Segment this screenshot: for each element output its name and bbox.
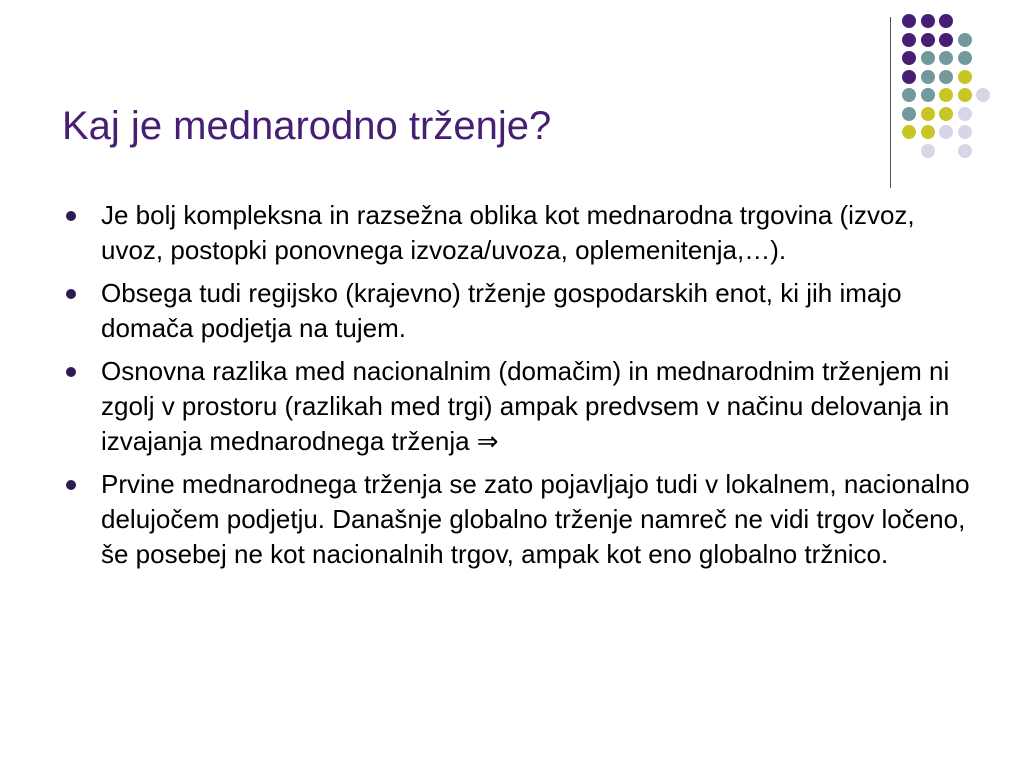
teal-dot — [921, 70, 935, 84]
decorative-dot-grid — [902, 14, 1012, 164]
teal-dot — [939, 70, 953, 84]
purple-dot — [921, 33, 935, 47]
lavender-dot — [958, 125, 972, 139]
purple-dot — [921, 14, 935, 28]
teal-dot — [939, 51, 953, 65]
lavender-dot — [958, 107, 972, 121]
teal-dot — [902, 88, 916, 102]
lavender-dot — [939, 125, 953, 139]
teal-dot — [921, 88, 935, 102]
bullet-text: Obsega tudi regijsko (krajevno) trženje gospodarskih enot, ki jih imajo domača podjetja na tujem. — [101, 278, 902, 343]
lavender-dot — [958, 144, 972, 158]
lavender-dot — [976, 88, 990, 102]
yellow-dot — [939, 88, 953, 102]
bullet-marker-icon — [66, 367, 76, 377]
bullet-text: Osnovna razlika med nacionalnim (domačim) in mednarodnim trženjem ni zgolj v prostoru (razlikah med trgi) ampak predvsem v načinu delovanja in izvajanja mednarodnega trženja ⇒ — [101, 356, 950, 456]
yellow-dot — [958, 88, 972, 102]
teal-dot — [958, 33, 972, 47]
lavender-dot — [921, 144, 935, 158]
bullet-item — [62, 276, 982, 346]
purple-dot — [939, 14, 953, 28]
yellow-dot — [902, 125, 916, 139]
bullet-item — [62, 198, 982, 268]
teal-dot — [958, 51, 972, 65]
bullet-text: Prvine mednarodnega trženja se zato pojavljajo tudi v lokalnem, nacionalno delujočem podjetju. Današnje globalno trženje namreč ne vidi trgov ločeno, še posebej ne kot nacionalnih trgov, ampak kot eno globalno tržnico. — [101, 469, 970, 569]
vertical-divider — [890, 17, 891, 188]
bullet-text: Je bolj kompleksna in razsežna oblika kot mednarodna trgovina (izvoz, uvoz, postopki ponovnega izvoza/uvoza, oplemenitenja,…). — [101, 200, 915, 265]
teal-dot — [921, 51, 935, 65]
bullet-list — [62, 198, 982, 580]
yellow-dot — [921, 125, 935, 139]
bullet-item — [62, 354, 982, 459]
slide-title: Kaj je mednarodno trženje? — [62, 104, 552, 148]
yellow-dot — [939, 107, 953, 121]
yellow-dot — [958, 70, 972, 84]
bullet-marker-icon — [66, 211, 76, 221]
purple-dot — [902, 51, 916, 65]
purple-dot — [939, 33, 953, 47]
purple-dot — [902, 70, 916, 84]
bullet-item — [62, 467, 982, 572]
bullet-marker-icon — [66, 289, 76, 299]
yellow-dot — [921, 107, 935, 121]
purple-dot — [902, 33, 916, 47]
purple-dot — [902, 14, 916, 28]
teal-dot — [902, 107, 916, 121]
bullet-marker-icon — [66, 480, 76, 490]
